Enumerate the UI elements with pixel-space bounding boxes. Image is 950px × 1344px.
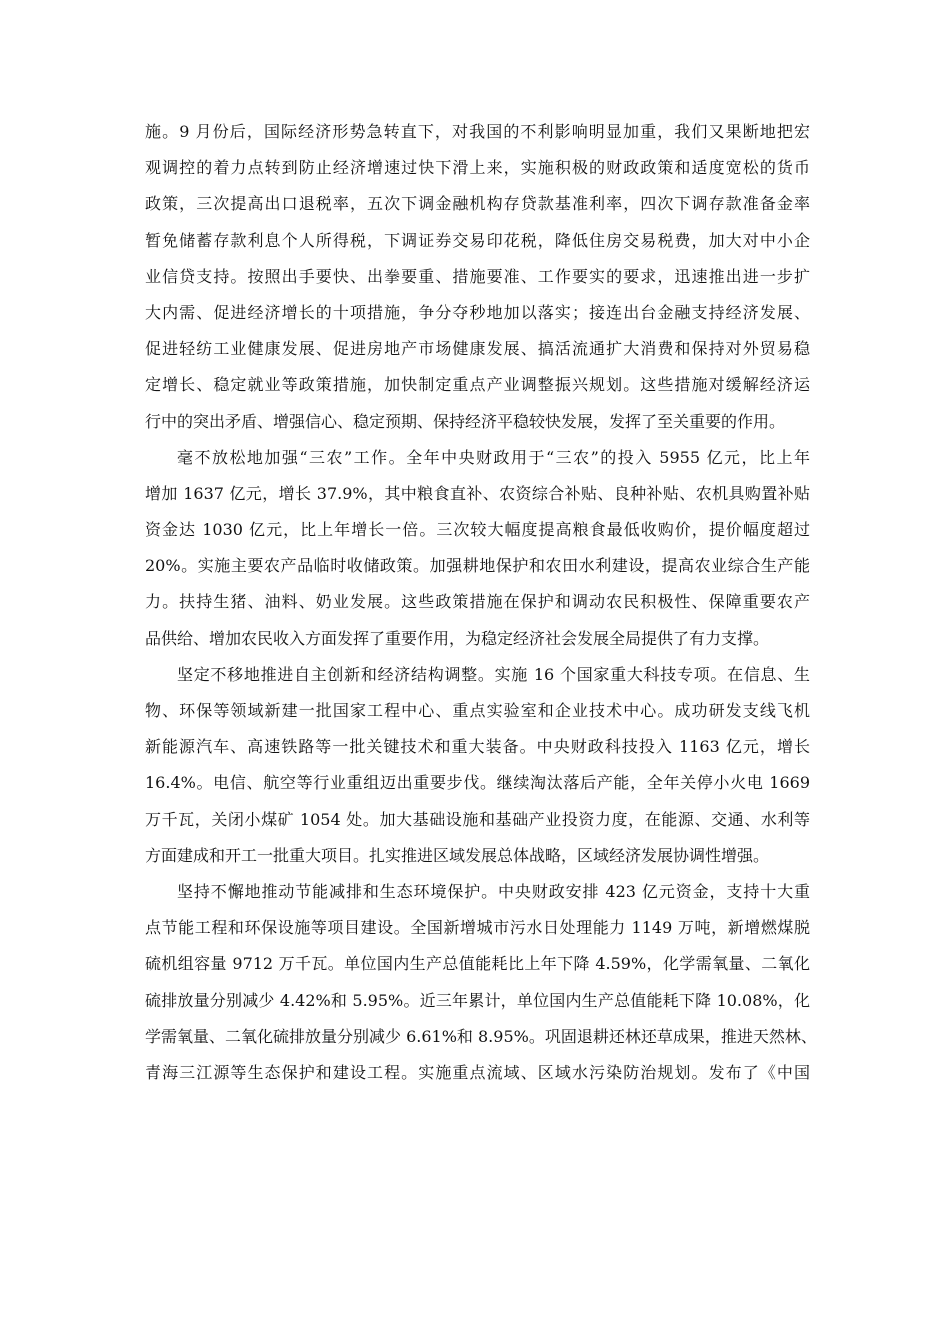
text-line: 力。扶持生猪、油料、奶业发展。这些政策措施在保护和调动农民积极性、保障重要农产	[145, 592, 810, 612]
text-line: 16.4%。电信、航空等行业重组迈出重要步伐。继续淘汰落后产能，全年关停小火电 1669	[145, 773, 810, 793]
paragraph-start-line: 坚定不移地推进自主创新和经济结构调整。实施 16 个国家重大科技专项。在信息、生	[177, 664, 810, 684]
paragraph-start-line: 毫不放松地加强“三农”工作。全年中央财政用于“三农”的投入 5955 亿元，比上年	[177, 447, 810, 467]
text-line: 政策，三次提高出口退税率，五次下调金融机构存贷款基准利率，四次下调存款准备金率	[145, 194, 810, 214]
text-line: 施。9 月份后，国际经济形势急转直下，对我国的不利影响明显加重，我们又果断地把宏	[145, 122, 810, 141]
text-line: 品供给、增加农民收入方面发挥了重要作用，为稳定经济社会发展全局提供了有力支撑。	[145, 628, 770, 648]
text-line: 暂免储蓄存款利息个人所得税，下调证券交易印花税，降低住房交易税费，加大对中小企	[145, 230, 810, 250]
text-line: 行中的突出矛盾、增强信心、稳定预期、保持经济平稳较快发展，发挥了至关重要的作用。	[145, 411, 786, 431]
text-line: 定增长、稳定就业等政策措施，加快制定重点产业调整振兴规划。这些措施对缓解经济运	[145, 375, 810, 395]
text-line: 方面建成和开工一批重大项目。扎实推进区域发展总体战略，区域经济发展协调性增强。	[145, 845, 770, 865]
text-line: 物、环保等领域新建一批国家工程中心、重点实验室和企业技术中心。成功研发支线飞机	[145, 701, 810, 720]
text-line: 增加 1637 亿元，增长 37.9%，其中粮食直补、农资综合补贴、良种补贴、农机具购置补贴	[145, 483, 810, 503]
text-line: 硫排放量分别减少 4.42%和 5.95%。近三年累计，单位国内生产总值能耗下降 10.08%，化	[145, 990, 810, 1010]
text-line: 观调控的着力点转到防止经济增速过快下滑上来，实施积极的财政政策和适度宽松的货币	[145, 158, 810, 178]
text-line: 大内需、促进经济增长的十项措施，争分夺秒地加以落实；接连出台金融支持经济发展、	[145, 302, 810, 322]
text-line: 点节能工程和环保设施等项目建设。全国新增城市污水日处理能力 1149 万吨，新增燃煤脱	[145, 918, 810, 938]
text-line: 20%。实施主要农产品临时收储政策。加强耕地保护和农田水利建设，提高农业综合生产能	[145, 556, 810, 576]
body-text	[145, 114, 817, 1091]
text-line: 促进轻纺工业健康发展、促进房地产市场健康发展、搞活流通扩大消费和保持对外贸易稳	[145, 339, 810, 359]
text-line: 学需氧量、二氧化硫排放量分别减少 6.61%和 8.95%。巩固退耕还林还草成果，推进天然林、	[145, 1026, 817, 1046]
paragraph-start-line: 坚持不懈地推动节能减排和生态环境保护。中央财政安排 423 亿元资金，支持十大重	[177, 881, 810, 901]
text-line: 硫机组容量 9712 万千瓦。单位国内生产总值能耗比上年下降 4.59%，化学需氧量、二氧化	[145, 954, 810, 974]
text-line: 资金达 1030 亿元，比上年增长一倍。三次较大幅度提高粮食最低收购价，提价幅度超过	[145, 520, 810, 540]
text-line: 新能源汽车、高速铁路等一批关键技术和重大装备。中央财政科技投入 1163 亿元，增长	[145, 737, 810, 757]
text-line: 业信贷支持。按照出手要快、出拳要重、措施要准、工作要实的要求，迅速推出进一步扩	[145, 266, 810, 286]
text-line: 青海三江源等生态保护和建设工程。实施重点流域、区域水污染防治规划。发布了《中国	[145, 1062, 810, 1082]
text-line: 万千瓦，关闭小煤矿 1054 处。加大基础设施和基础产业投资力度，在能源、交通、水利等	[145, 809, 810, 829]
